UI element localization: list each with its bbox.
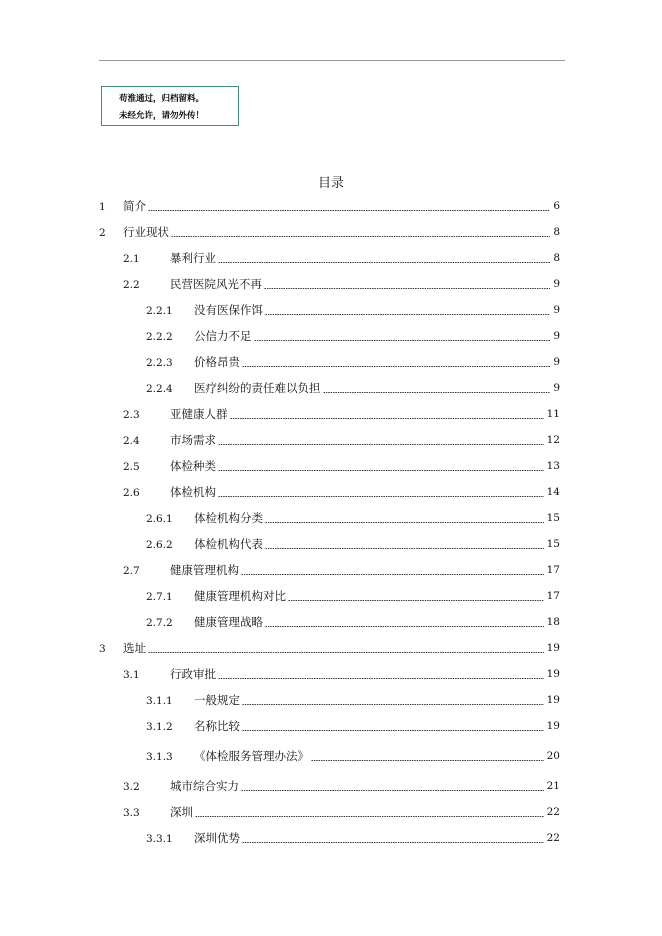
toc-entry-number: 2.2.2 bbox=[146, 331, 173, 343]
toc-entry[interactable] bbox=[123, 804, 560, 820]
toc-entry-number: 3.2 bbox=[123, 781, 140, 793]
toc-entry[interactable] bbox=[123, 666, 560, 682]
toc-entry-title: 体检机构 bbox=[170, 485, 216, 499]
confidential-notice bbox=[101, 86, 239, 126]
toc-dot-leader bbox=[265, 314, 550, 315]
toc-dot-leader bbox=[288, 600, 544, 601]
toc-dot-leader bbox=[230, 418, 544, 419]
toc-entry-number: 2.7 bbox=[123, 565, 140, 577]
toc-entry[interactable] bbox=[146, 536, 560, 552]
toc-entry-title: 健康管理机构 bbox=[170, 563, 239, 577]
toc-entry[interactable] bbox=[123, 562, 560, 578]
toc-dot-leader bbox=[241, 574, 544, 575]
toc-entry[interactable] bbox=[146, 830, 560, 846]
toc-entry-title: 公信力不足 bbox=[194, 329, 252, 343]
toc-entry-page: 17 bbox=[546, 564, 560, 576]
toc-dot-leader bbox=[242, 366, 550, 367]
toc-entry-number: 2.5 bbox=[123, 461, 140, 473]
toc-entry-page: 6 bbox=[553, 200, 560, 212]
toc-entry-page: 9 bbox=[553, 330, 560, 342]
toc-dot-leader bbox=[264, 288, 550, 289]
toc-entry-title: 行业现状 bbox=[123, 225, 169, 239]
toc-entry-title: 医疗纠纷的责任难以负担 bbox=[194, 381, 321, 395]
toc-dot-leader bbox=[171, 236, 550, 237]
toc-title: 目录 bbox=[317, 176, 344, 191]
toc-dot-leader bbox=[242, 730, 544, 731]
toc-dot-leader bbox=[148, 652, 544, 653]
toc-entry-page: 8 bbox=[553, 252, 560, 264]
toc-entry-title: 名称比较 bbox=[194, 719, 240, 733]
toc-entry-number: 2.2.4 bbox=[146, 383, 173, 395]
toc-dot-leader bbox=[265, 522, 544, 523]
toc-entry[interactable] bbox=[123, 276, 560, 292]
toc-entry-number: 2.7.2 bbox=[146, 617, 173, 629]
toc-entry-page: 17 bbox=[546, 590, 560, 602]
toc-dot-leader bbox=[241, 790, 544, 791]
toc-entry-number: 2.3 bbox=[123, 409, 140, 421]
toc-entry-page: 22 bbox=[546, 806, 560, 818]
toc-entry-number: 3.1.2 bbox=[146, 721, 173, 733]
toc-entry-title: 行政审批 bbox=[170, 667, 216, 681]
toc-entry-number: 2.1 bbox=[123, 253, 140, 265]
notice-line-1: 苟淮通过，归档留料。 bbox=[119, 94, 205, 104]
toc-entry-title: 健康管理机构对比 bbox=[194, 589, 286, 603]
toc-entry-number: 2.6 bbox=[123, 487, 140, 499]
toc-entry-number: 2.2.3 bbox=[146, 357, 173, 369]
toc-dot-leader bbox=[311, 760, 544, 761]
toc-entry[interactable] bbox=[123, 484, 560, 500]
notice-line-2: 未经允许，请勿外传！ bbox=[119, 111, 205, 121]
toc-entry-title: 价格昂贵 bbox=[194, 355, 240, 369]
toc-entry-title: 深圳 bbox=[170, 805, 193, 819]
toc-entry-number: 1 bbox=[99, 201, 106, 213]
toc-entry-page: 9 bbox=[553, 278, 560, 290]
toc-entry-title: 暴利行业 bbox=[170, 251, 216, 265]
toc-entry[interactable] bbox=[146, 614, 560, 630]
toc-entry-page: 18 bbox=[546, 616, 560, 628]
toc-dot-leader bbox=[254, 340, 551, 341]
toc-entry-title: 体检机构代表 bbox=[194, 537, 263, 551]
toc-entry[interactable] bbox=[146, 510, 560, 526]
toc-entry[interactable] bbox=[99, 198, 560, 214]
toc-dot-leader bbox=[323, 392, 551, 393]
toc-entry-page: 8 bbox=[553, 226, 560, 238]
toc-entry-title: 《体检服务管理办法》 bbox=[194, 749, 309, 763]
toc-entry-title: 没有医保作饵 bbox=[194, 303, 263, 317]
toc-entry-page: 12 bbox=[546, 434, 560, 446]
toc-entry[interactable] bbox=[146, 302, 560, 318]
toc-entry-number: 2.7.1 bbox=[146, 591, 173, 603]
toc-dot-leader bbox=[242, 842, 544, 843]
toc-entry-page: 19 bbox=[546, 694, 560, 706]
toc-entry-title: 城市综合实力 bbox=[170, 779, 239, 793]
toc-entry-page: 19 bbox=[546, 720, 560, 732]
toc-entry[interactable] bbox=[99, 224, 560, 240]
toc-entry[interactable] bbox=[146, 328, 560, 344]
toc-entry[interactable] bbox=[123, 458, 560, 474]
toc-dot-leader bbox=[148, 210, 550, 211]
toc-entry-page: 13 bbox=[546, 460, 560, 472]
toc-entry-page: 20 bbox=[546, 750, 560, 762]
toc-entry[interactable] bbox=[123, 778, 560, 794]
toc-entry-page: 22 bbox=[546, 832, 560, 844]
toc-entry-title: 市场需求 bbox=[170, 433, 216, 447]
toc-entry-number: 3.1 bbox=[123, 669, 140, 681]
toc-entry-number: 2 bbox=[99, 227, 106, 239]
toc-entry-title: 选址 bbox=[123, 641, 146, 655]
toc-entry-page: 9 bbox=[553, 304, 560, 316]
toc-entry-page: 11 bbox=[546, 408, 560, 420]
toc-entry[interactable] bbox=[146, 748, 560, 764]
header-rule bbox=[99, 60, 565, 61]
toc-dot-leader bbox=[218, 470, 544, 471]
toc-entry-page: 15 bbox=[546, 538, 560, 550]
toc-entry-title: 民营医院风光不再 bbox=[170, 277, 262, 291]
toc-entry-number: 2.2.1 bbox=[146, 305, 173, 317]
toc-entry[interactable] bbox=[123, 432, 560, 448]
toc-entry-title: 健康管理战略 bbox=[194, 615, 263, 629]
toc-entry-number: 2.6.2 bbox=[146, 539, 173, 551]
toc-entry-page: 19 bbox=[546, 668, 560, 680]
toc-entry-page: 9 bbox=[553, 382, 560, 394]
toc-entry-page: 14 bbox=[546, 486, 560, 498]
toc-dot-leader bbox=[218, 262, 550, 263]
toc-entry-number: 3.1.1 bbox=[146, 695, 173, 707]
toc-dot-leader bbox=[242, 704, 544, 705]
toc-entry-title: 简介 bbox=[123, 199, 146, 213]
toc-dot-leader bbox=[265, 548, 544, 549]
toc-dot-leader bbox=[265, 626, 544, 627]
toc-entry[interactable] bbox=[146, 692, 560, 708]
toc-entry[interactable] bbox=[99, 640, 560, 656]
toc-entry-page: 21 bbox=[546, 780, 560, 792]
toc-entry[interactable] bbox=[146, 354, 560, 370]
toc-entry-number: 3.1.3 bbox=[146, 751, 173, 763]
toc-entry-title: 体检种类 bbox=[170, 459, 216, 473]
toc-entry-number: 3.3.1 bbox=[146, 833, 173, 845]
toc-entry-page: 15 bbox=[546, 512, 560, 524]
toc-dot-leader bbox=[218, 496, 544, 497]
toc-entry[interactable] bbox=[146, 718, 560, 734]
toc-entry-number: 3 bbox=[99, 643, 106, 655]
toc-entry-title: 亚健康人群 bbox=[170, 407, 228, 421]
toc-entry-title: 体检机构分类 bbox=[194, 511, 263, 525]
toc-entry[interactable] bbox=[146, 380, 560, 396]
toc-entry-number: 2.2 bbox=[123, 279, 140, 291]
toc-dot-leader bbox=[218, 444, 544, 445]
toc-dot-leader bbox=[218, 678, 544, 679]
toc-entry-title: 深圳优势 bbox=[194, 831, 240, 845]
toc-entry-number: 2.6.1 bbox=[146, 513, 173, 525]
toc-entry-number: 3.3 bbox=[123, 807, 140, 819]
toc-entry-title: 一般规定 bbox=[194, 693, 240, 707]
toc-entry[interactable] bbox=[146, 588, 560, 604]
toc-entry-page: 9 bbox=[553, 356, 560, 368]
toc-entry-page: 19 bbox=[546, 642, 560, 654]
toc-entry[interactable] bbox=[123, 250, 560, 266]
toc-dot-leader bbox=[195, 816, 544, 817]
toc-entry-number: 2.4 bbox=[123, 435, 140, 447]
toc-entry[interactable] bbox=[123, 406, 560, 422]
